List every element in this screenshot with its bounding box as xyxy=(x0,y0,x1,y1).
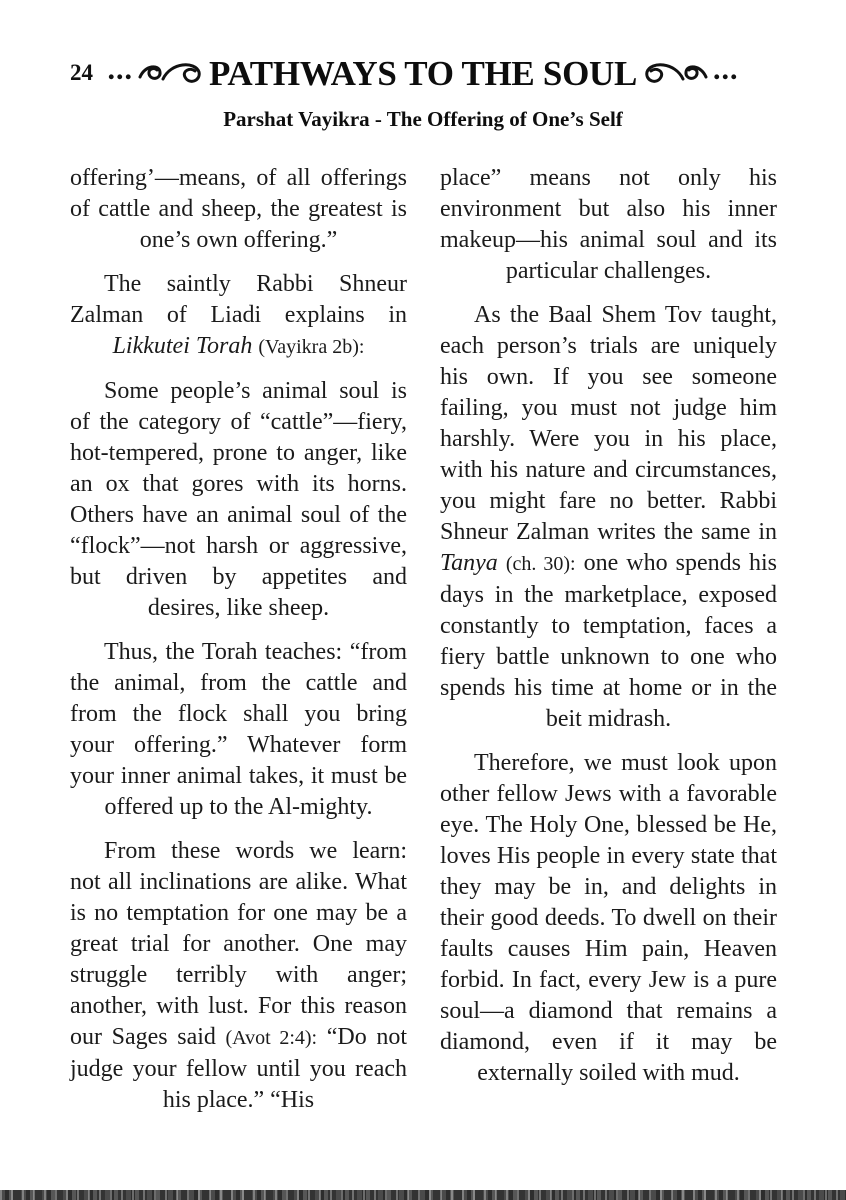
text-run: Tanya xyxy=(440,550,498,576)
text-run: “Do not judge your fellow until you reach his place.” “His xyxy=(70,1024,407,1113)
page-header xyxy=(0,0,846,132)
paragraph xyxy=(440,163,777,287)
page-bottom-scan-edge xyxy=(0,1190,846,1200)
text-run: Thus, the Torah teaches: “from the animal, from the cattle and from the flock shall you bring your offering.” Whatever form your inner animal takes, it must be offered up to the Al-mighty. xyxy=(70,639,407,820)
flourish-left-icon xyxy=(137,59,203,89)
text-run: (Avot 2:4): xyxy=(225,1027,318,1049)
text-run: Likkutei Torah xyxy=(112,333,253,359)
title-with-ornaments xyxy=(107,54,738,94)
paragraph xyxy=(440,300,777,735)
paragraph xyxy=(70,836,407,1116)
text-run: (Vayikra 2b): xyxy=(258,336,365,358)
ornament-dots-left: ... xyxy=(107,53,133,86)
title-row xyxy=(0,50,846,98)
column-right xyxy=(440,163,777,1129)
flourish-right-icon xyxy=(643,59,709,89)
text-run: Some people’s animal soul is of the category of “cattle”—fiery, hot-tempered, prone to anger, like an ox that gores with its horns. Others have an animal soul of the “flock”—not harsh or aggressive, but driven by appetites and desires, like sheep. xyxy=(70,378,407,621)
paragraph xyxy=(70,163,407,256)
page-subtitle: Parshat Vayikra - The Offering of One’s Self xyxy=(223,107,623,131)
text-run: offering’—means, of all offerings of cattle and sheep, the greatest is one’s own offering.” xyxy=(70,165,407,253)
text-run: (ch. 30): xyxy=(505,553,576,575)
text-run: From these words we learn: not all inclinations are alike. What is no temptation for one may be a great trial for another. One may struggle terribly with anger; another, with lust. For this reason our Sages said xyxy=(70,838,407,1050)
ornament-dots-right: ... xyxy=(713,53,739,86)
page-number: 24 xyxy=(70,60,93,85)
text-run: one who spends his days in the marketplace, exposed constantly to temptation, faces a fiery battle unknown to one who spends his time at home or in the beit midrash. xyxy=(440,550,778,732)
paragraph xyxy=(440,748,777,1089)
paragraph xyxy=(70,637,407,823)
text-run: place” means not only his environment but also his inner makeup—his animal soul and its particular challenges. xyxy=(440,165,777,284)
paragraph xyxy=(70,376,407,624)
text-run: The saintly Rabbi Shneur Zalman of Liadi explains in xyxy=(70,271,407,328)
page-title: PATHWAYS TO THE SOUL xyxy=(208,54,638,93)
paragraph xyxy=(70,269,407,363)
text-run xyxy=(498,550,506,576)
text-run: Therefore, we must look upon other fellow Jews with a favorable eye. The Holy One, blessed be He, loves His people in every state that they may be in, and delights in their good deeds. To dwell on their faults causes Him pain, Heaven forbid. In fact, every Jew is a pure soul—a diamond that remains a diamond, even if it may be externally soiled with mud. xyxy=(440,750,777,1086)
two-column-text xyxy=(0,163,846,1129)
column-left xyxy=(70,163,407,1129)
text-run: As the Baal Shem Tov taught, each person’s trials are uniquely his own. If you see someone failing, you must not judge him harshly. Were you in his place, with his nature and circumstances, you might fare no better. Rabbi Shneur Zalman writes the same in xyxy=(440,302,777,545)
